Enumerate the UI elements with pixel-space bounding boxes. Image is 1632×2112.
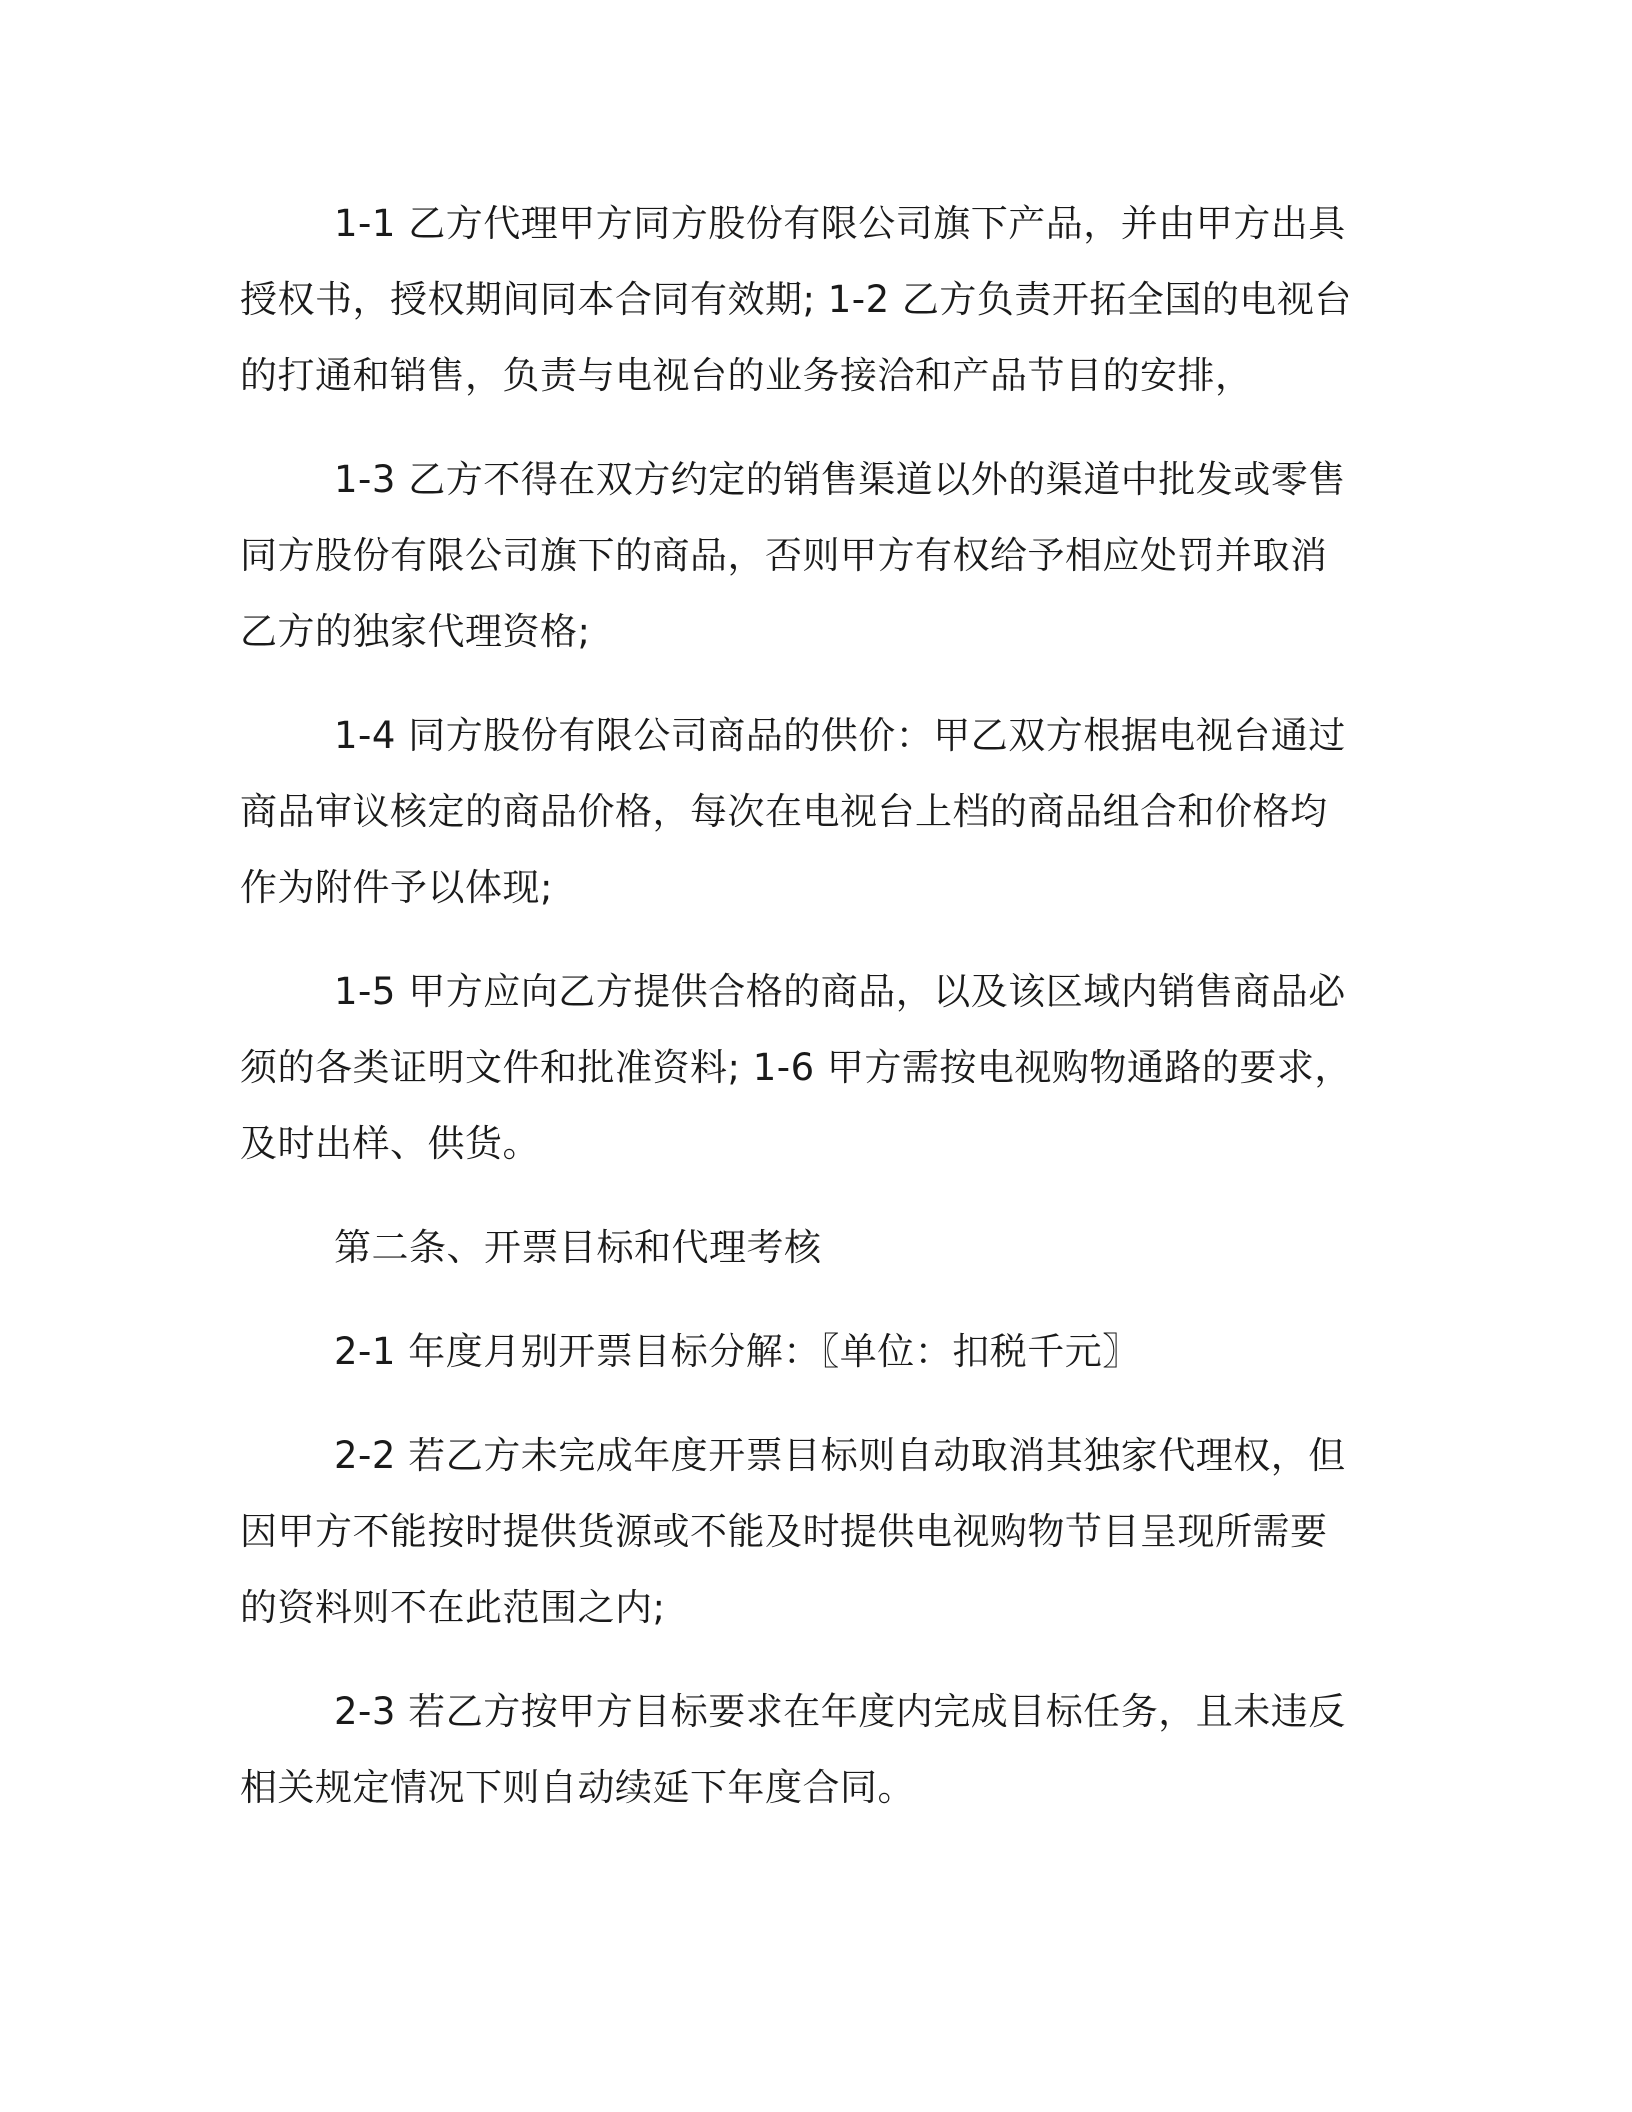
clause-2-3: 2-3 若乙方按甲方目标要求在年度内完成目标任务，且未违反相关规定情况下则自动续延下年度合同。 <box>240 1690 1346 1809</box>
document-body <box>240 186 1364 1826</box>
clause-2-2: 2-2 若乙方未完成年度开票目标则自动取消其独家代理权，但因甲方不能按时提供货源或不能及时提供电视购物节目呈现所需要的资料则不在此范围之内; <box>240 1434 1346 1629</box>
clause-1-5-1-6: 1-5 甲方应向乙方提供合格的商品，以及该区域内销售商品必须的各类证明文件和批准资料; 1-6 甲方需按电视购物通路的要求，及时出样、供货。 <box>240 970 1352 1165</box>
clause-1-1-1-2: 1-1 乙方代理甲方同方股份有限公司旗下产品，并由甲方出具授权书，授权期间同本合同有效期; 1-2 乙方负责开拓全国的电视台的打通和销售，负责与电视台的业务接洽和产品节目的安排， <box>240 202 1352 397</box>
article-2-heading: 第二条、开票目标和代理考核 <box>334 1226 822 1269</box>
clause-1-3: 1-3 乙方不得在双方约定的销售渠道以外的渠道中批发或零售同方股份有限公司旗下的商品，否则甲方有权给予相应处罚并取消乙方的独家代理资格; <box>240 458 1346 653</box>
clause-2-1: 2-1 年度月别开票目标分解：〖单位：扣税千元〗 <box>334 1330 1140 1373</box>
clause-1-4: 1-4 同方股份有限公司商品的供价：甲乙双方根据电视台通过商品审议核定的商品价格，每次在电视台上档的商品组合和价格均作为附件予以体现; <box>240 714 1346 909</box>
